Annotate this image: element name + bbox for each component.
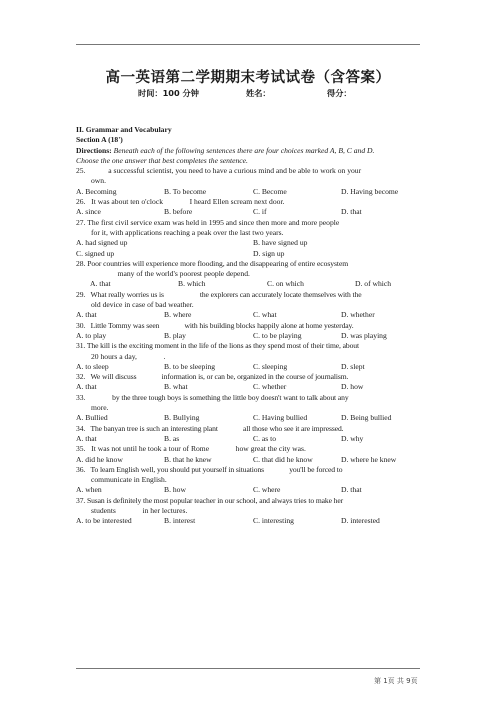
option-b[interactable]: B. interest xyxy=(164,516,196,526)
option-c[interactable]: C. that did he know xyxy=(253,454,313,464)
option-b[interactable]: B. what xyxy=(164,382,188,392)
options-27-cd xyxy=(76,249,422,259)
option-a[interactable]: A. Bullied xyxy=(76,413,108,423)
option-a[interactable]: A. since xyxy=(76,207,101,217)
option-b[interactable]: B. which xyxy=(178,279,206,289)
option-c[interactable]: C. sleeping xyxy=(253,361,288,371)
question-29: 29. What really worries us is the explorers can accurately locate themselves with the xyxy=(76,289,362,299)
option-c[interactable]: C. as to xyxy=(253,433,276,443)
option-d[interactable]: D. interested xyxy=(341,516,380,526)
directions-text-2: Choose the one answer that best completes the sentence. xyxy=(76,155,248,165)
question-37-cont: students in her lectures. xyxy=(91,505,188,515)
option-b[interactable]: B. Bullying xyxy=(164,413,200,423)
option-a[interactable]: A. that xyxy=(76,433,97,443)
page-number: 第 1页 共 9页 xyxy=(374,677,418,685)
option-b[interactable]: B. To become xyxy=(164,186,207,196)
options-35 xyxy=(76,455,422,465)
section-heading: II. Grammar and Vocabulary xyxy=(76,125,172,134)
option-b[interactable]: B. play xyxy=(164,330,186,340)
option-a[interactable]: A. to be interested xyxy=(76,516,132,526)
footer-rule xyxy=(76,668,420,669)
question-28: 28. Poor countries will experience more flooding, and the disappearing of entire ecosystem xyxy=(76,258,349,268)
option-c[interactable]: C. where xyxy=(253,485,281,495)
option-d[interactable]: D. of which xyxy=(355,279,392,289)
options-32 xyxy=(76,382,422,392)
option-c[interactable]: C. interesting xyxy=(253,516,294,526)
option-c[interactable]: C. Become xyxy=(253,186,287,196)
question-27: 27. The first civil service exam was held in 1995 and since then more and more people xyxy=(76,217,340,227)
option-d[interactable]: D. slept xyxy=(341,361,365,371)
page-title: 高一英语第二学期期末考试试卷（含答案） xyxy=(105,70,391,86)
options-33 xyxy=(76,413,422,423)
option-a[interactable]: A. that xyxy=(76,310,97,320)
question-37: 37. Susan is definitely the most popular teacher in our school, and always tries to make her xyxy=(76,495,344,505)
option-c[interactable]: C. Having bullied xyxy=(253,413,308,423)
option-d[interactable]: D. where he knew xyxy=(341,454,397,464)
time-label: 时间：100 分钟 xyxy=(138,88,199,98)
option-b[interactable]: B. where xyxy=(164,310,192,320)
question-25-cont: own. xyxy=(91,176,106,186)
option-c[interactable]: C. to be playing xyxy=(253,330,302,340)
question-33: 33. by the three tough boys is something the little boy doesn't want to talk about any xyxy=(76,392,349,402)
section-sub: Section A (18') xyxy=(76,135,123,145)
directions-label: Directions: xyxy=(76,145,112,155)
options-29 xyxy=(76,310,422,320)
option-c[interactable]: C. what xyxy=(253,310,277,320)
option-d[interactable]: D. how xyxy=(341,382,364,392)
question-31-cont: 20 hours a day, . xyxy=(91,351,166,361)
option-d[interactable]: D. whether xyxy=(341,310,375,320)
question-30: 30. Little Tommy was seen with his building blocks happily alone at home yesterday. xyxy=(76,320,354,330)
options-26 xyxy=(76,207,422,217)
directions-text-1: Beneath each of the following sentences there are four choices marked A, B, C and D. xyxy=(113,145,375,155)
options-27-ab xyxy=(76,238,422,248)
header-rule xyxy=(76,44,420,45)
options-34 xyxy=(76,434,422,444)
option-b[interactable]: B. have signed up xyxy=(253,238,308,248)
option-b[interactable]: B. as xyxy=(164,433,180,443)
question-35: 35. It was not until he took a tour of Rome how great the city was. xyxy=(76,444,306,454)
option-c[interactable]: C. whether xyxy=(253,382,287,392)
question-25: 25. a successful scientist, you need to have a curious mind and be able to work on your xyxy=(76,166,362,176)
option-a[interactable]: A. that xyxy=(76,382,97,392)
option-c[interactable]: C. signed up xyxy=(76,248,115,258)
option-a[interactable]: A. to play xyxy=(76,330,107,340)
option-b[interactable]: B. to be sleeping xyxy=(164,361,216,371)
option-d[interactable]: D. that xyxy=(341,485,362,495)
score-label: 得分： xyxy=(327,88,352,98)
option-a[interactable]: A. when xyxy=(76,485,102,495)
question-26: 26. It was about ten o'clock I heard Ellen scream next door. xyxy=(76,197,285,207)
question-31: 31. The kill is the exciting moment in the life of the lions as they spend most of their time, about xyxy=(76,341,360,351)
question-27-cont: for it, with applications reaching a peak over the last two years. xyxy=(91,227,284,237)
option-a[interactable]: A. that xyxy=(90,279,111,289)
directions xyxy=(76,146,422,156)
option-d[interactable]: D. Being bullied xyxy=(341,413,392,423)
options-28 xyxy=(76,279,422,289)
question-33-cont: more. xyxy=(91,403,109,413)
option-a[interactable]: A. had signed up xyxy=(76,238,128,248)
option-a[interactable]: A. did he know xyxy=(76,454,123,464)
options-36 xyxy=(76,485,422,495)
option-c[interactable]: C. if xyxy=(253,207,267,217)
question-32: 32. We will discuss information is, or can be, organized in the course of journalism. xyxy=(76,372,349,382)
option-b[interactable]: B. before xyxy=(164,207,193,217)
option-a[interactable]: A. to sleep xyxy=(76,361,109,371)
options-25 xyxy=(76,187,422,197)
option-b[interactable]: B. how xyxy=(164,485,186,495)
options-31 xyxy=(76,362,422,372)
question-34: 34. The banyan tree is such an interesting plant all those who see it are impressed. xyxy=(76,423,344,433)
option-d[interactable]: D. sign up xyxy=(253,248,285,258)
question-36: 36. To learn English well, you should put yourself in situations you'll be forced to xyxy=(76,464,343,474)
name-label: 姓名： xyxy=(246,88,271,98)
option-d[interactable]: D. Having become xyxy=(341,186,399,196)
option-d[interactable]: D. why xyxy=(341,433,364,443)
option-d[interactable]: D. was playing xyxy=(341,330,387,340)
options-37 xyxy=(76,516,422,526)
question-36-cont: communicate in English. xyxy=(91,475,167,485)
question-28-cont: many of the world's poorest people depend. xyxy=(91,269,250,279)
option-c[interactable]: C. on which xyxy=(267,279,304,289)
options-30 xyxy=(76,331,422,341)
exam-content xyxy=(76,125,422,527)
option-b[interactable]: B. that he knew xyxy=(164,454,212,464)
option-a[interactable]: A. Becoming xyxy=(76,186,117,196)
option-d[interactable]: D. that xyxy=(341,207,362,217)
question-29-cont: old device in case of bad weather. xyxy=(91,300,194,310)
